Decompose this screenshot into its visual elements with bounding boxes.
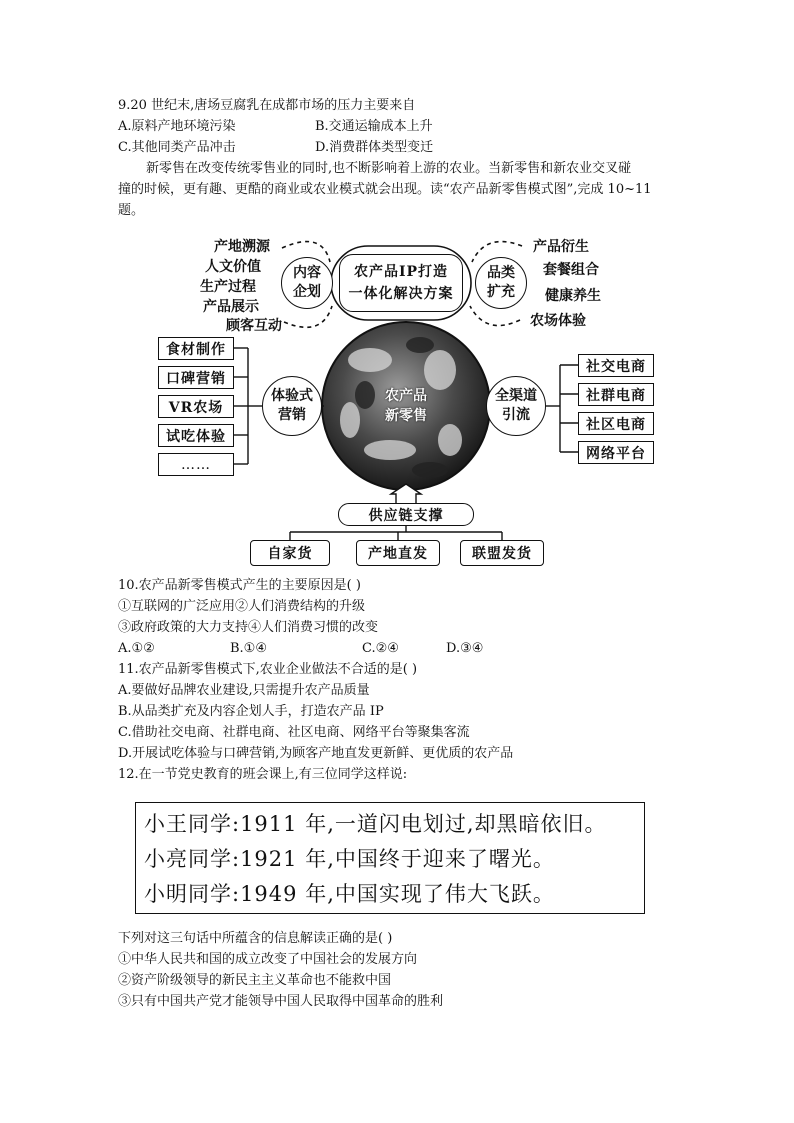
center-label (356, 386, 456, 426)
category-item: 产品衍生 (533, 239, 589, 255)
content-planning-line-2: 企划 (293, 284, 321, 300)
q9-option-d: D.消费群体类型变迁 (315, 140, 434, 155)
experience-item: 试吃体验 (158, 424, 234, 447)
intro-line-3: 题。 (118, 203, 145, 218)
q12-statement-1: ①中华人民共和国的成立改变了中国社会的发展方向 (118, 952, 418, 967)
experience-item: VR农场 (158, 395, 234, 418)
center-label-line-2: 新零售 (385, 408, 427, 424)
supply-item: 产地直发 (356, 540, 440, 566)
experience-line-1: 体验式 (271, 388, 313, 404)
channel-line-2: 引流 (502, 407, 530, 423)
omnichannel-node (486, 376, 546, 436)
student-quotes-box (135, 802, 645, 914)
q11-option-c: C.借助社交电商、社群电商、社区电商、网络平台等聚集客流 (118, 725, 470, 740)
experience-item: 食材制作 (158, 337, 234, 360)
q10-option-c: C.②④ (362, 641, 399, 656)
supply-item: 联盟发货 (460, 540, 544, 566)
category-line-2: 扩充 (487, 284, 515, 300)
experience-marketing-node (262, 376, 322, 436)
channel-item: 社群电商 (578, 383, 654, 406)
quote-xiaoliang: 小亮同学:1921 年,中国终于迎来了曙光。 (144, 847, 555, 871)
category-item: 套餐组合 (543, 262, 599, 278)
ip-solution-line-1: 农产品IP打造 (353, 264, 449, 280)
q9-stem: 9.20 世纪末,唐场豆腐乳在成都市场的压力主要来自 (118, 98, 416, 113)
q10-option-d: D.③④ (446, 641, 484, 656)
experience-line-2: 营销 (278, 407, 306, 423)
q10-stem: 10.农产品新零售模式产生的主要原因是( ) (118, 578, 361, 593)
intro-line-2: 撞的时候，更有趣、更酷的商业或农业模式就会出现。读“农产品新零售模式图”,完成 10~11 (118, 182, 652, 197)
q12-statement-2: ②资产阶级领导的新民主主义革命也不能救中国 (118, 973, 392, 988)
content-item: 产品展示 (203, 299, 259, 315)
channel-item: 社区电商 (578, 412, 654, 435)
content-item: 顾客互动 (226, 318, 282, 334)
channel-item: 社交电商 (578, 354, 654, 377)
content-planning-line-1: 内容 (293, 265, 321, 281)
q10-line-1: ①互联网的广泛应用②人们消费结构的升级 (118, 599, 366, 614)
experience-item: …… (158, 453, 234, 476)
supply-item: 自家货 (250, 540, 330, 566)
intro-line-1: 新零售在改变传统零售业的同时,也不断影响着上游的农业。当新零售和新农业交叉碰 (146, 161, 632, 176)
category-expansion-node (475, 257, 527, 309)
center-label-line-1: 农产品 (385, 388, 427, 404)
channel-item: 网络平台 (578, 441, 654, 464)
q10-option-b: B.①④ (230, 641, 267, 656)
supply-chain-box: 供应链支撑 (338, 503, 474, 526)
category-line-1: 品类 (487, 265, 515, 281)
q9-option-a: A.原料产地环境污染 (118, 119, 236, 134)
quote-xiaoming: 小明同学:1949 年,中国实现了伟大飞跃。 (144, 882, 555, 906)
category-item: 健康养生 (545, 288, 601, 304)
ip-solution-box (339, 254, 463, 312)
ip-solution-line-2: 一体化解决方案 (348, 286, 454, 302)
q11-stem: 11.农产品新零售模式下,农业企业做法不合适的是( ) (118, 662, 418, 677)
channel-line-1: 全渠道 (495, 388, 537, 404)
content-planning-node (281, 257, 333, 309)
q9-option-b: B.交通运输成本上升 (315, 119, 433, 134)
q9-option-c: C.其他同类产品冲击 (118, 140, 236, 155)
content-item: 生产过程 (200, 279, 256, 295)
q12-stem: 12.在一节党史教育的班会课上,有三位同学这样说: (118, 767, 408, 782)
q10-option-a: A.①② (118, 641, 155, 656)
category-item: 农场体验 (530, 313, 586, 329)
q12-statement-3: ③只有中国共产党才能领导中国人民取得中国革命的胜利 (118, 994, 444, 1009)
q11-option-d: D.开展试吃体验与口碑营销,为顾客产地直发更新鲜、更优质的农产品 (118, 746, 514, 761)
q11-option-a: A.要做好品牌农业建设,只需提升农产品质量 (118, 683, 370, 698)
q11-option-b: B.从品类扩充及内容企划人手，打造农产品 IP (118, 704, 384, 719)
experience-item: 口碑营销 (158, 366, 234, 389)
content-item: 产地溯源 (214, 239, 270, 255)
content-item: 人文价值 (205, 259, 261, 275)
q10-line-2: ③政府政策的大力支持④人们消费习惯的改变 (118, 620, 379, 635)
quote-xiaowang: 小王同学:1911 年,一道闪电划过,却黑暗依旧。 (144, 812, 607, 836)
q12-ask: 下列对这三句话中所蕴含的信息解读正确的是( ) (118, 931, 393, 946)
